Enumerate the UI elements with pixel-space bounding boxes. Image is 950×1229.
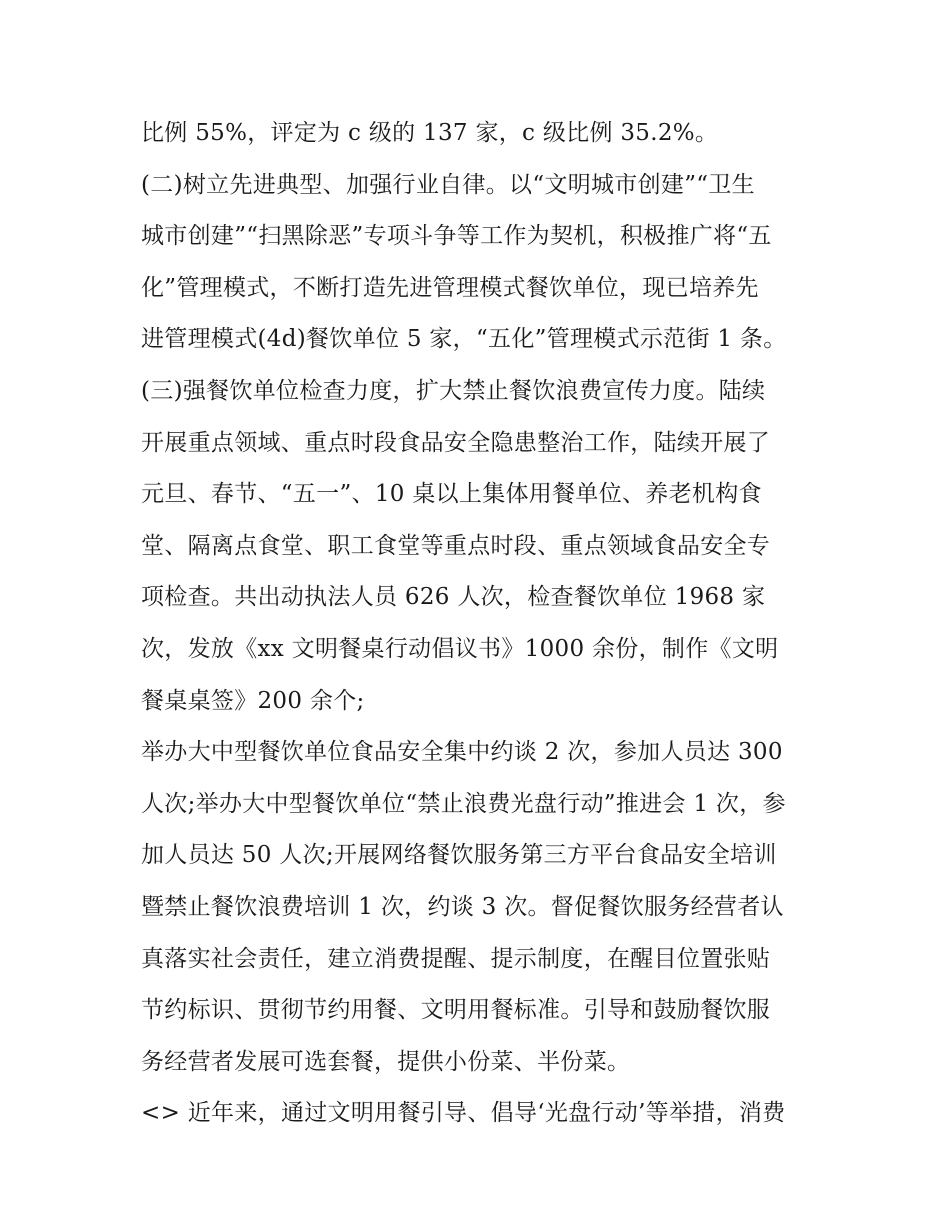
text-line: (三)强餐饮单位检查力度，扩大禁止餐饮浪费宣传力度。陆续 [141, 377, 766, 404]
text-line: 人次;举办大中型餐饮单位“禁止浪费光盘行动”推进会 1 次，参 [141, 790, 786, 817]
text-line: (二)树立先进典型、加强行业自律。以“文明城市创建”“卫生 [141, 171, 755, 198]
text-line: 项检查。共出动执法人员 626 人次，检查餐饮单位 1968 家 [141, 584, 766, 611]
text-line: 举办大中型餐饮单位食品安全集中约谈 2 次，参加人员达 300 [141, 739, 783, 766]
text-line: 暨禁止餐饮浪费培训 1 次，约谈 3 次。督促餐饮服务经营者认 [141, 893, 784, 920]
text-line: 开展重点领域、重点时段食品安全隐患整治工作，陆续开展了 [141, 429, 771, 456]
text-line: 城市创建”“扫黑除恶”专项斗争等工作为契机，积极推广将“五 [141, 223, 772, 250]
text-line: 元旦、春节、“五一”、10 桌以上集体用餐单位、养老机构食 [141, 481, 762, 508]
text-line: 进管理模式(4d)餐饮单位 5 家，“五化”管理模式示范街 1 条。 [141, 326, 787, 353]
text-line: 堂、隔离点食堂、职工食堂等重点时段、重点领域食品安全专 [141, 532, 771, 559]
text-line: 节约标识、贯彻节约用餐、文明用餐标准。引导和鼓励餐饮服 [141, 997, 771, 1024]
text-line: 真落实社会责任，建立消费提醒、提示制度，在醒目位置张贴 [141, 945, 771, 972]
text-line: <> 近年来，通过文明用餐引导、倡导‘光盘行动’等举措，消费 [141, 1100, 786, 1127]
text-line: 化”管理模式，不断打造先进管理模式餐饮单位，现已培养先 [141, 274, 759, 301]
text-line: 次，发放《xx 文明餐桌行动倡议书》1000 余份，制作《文明 [141, 635, 779, 662]
text-line: 加人员达 50 人次;开展网络餐饮服务第三方平台食品安全培训 [141, 842, 777, 869]
text-line: 餐桌桌签》200 余个; [141, 687, 365, 714]
document-body [141, 108, 813, 1140]
text-line: 比例 55%，评定为 c 级的 137 家，c 级比例 35.2%。 [141, 120, 719, 146]
text-line: 务经营者发展可选套餐，提供小份菜、半份菜。 [141, 1048, 631, 1075]
